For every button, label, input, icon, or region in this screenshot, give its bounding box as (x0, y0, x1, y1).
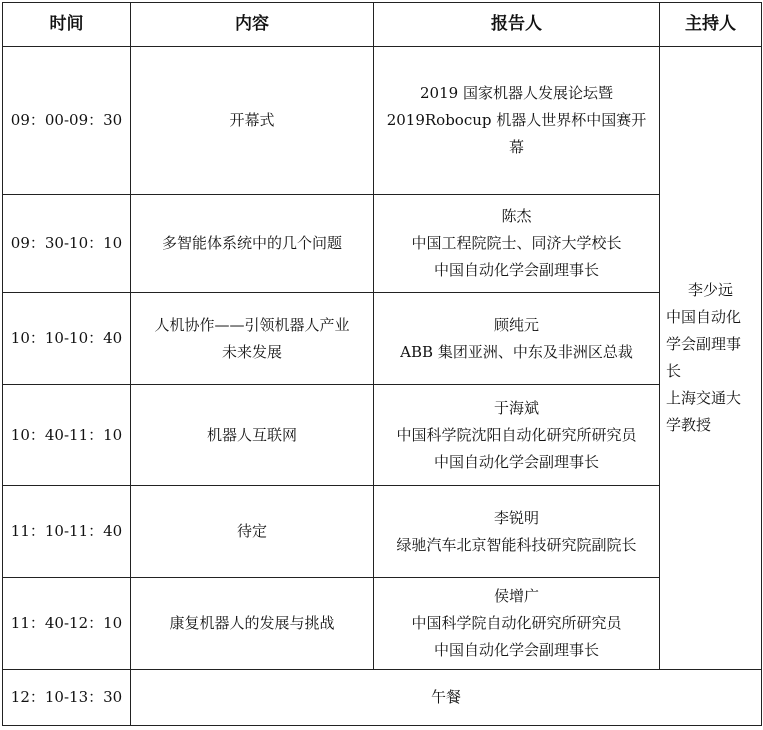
speaker-line: 2019 国家机器人发展论坛暨 (420, 84, 613, 102)
speaker-line: 中国工程院院士、同济大学校长 (411, 234, 622, 252)
table-row (3, 385, 762, 486)
speaker-line: 中国自动化学会副理事长 (433, 261, 599, 279)
speaker-cell (374, 47, 660, 195)
content-line: 机器人互联网 (206, 425, 297, 444)
content-cell (131, 486, 374, 578)
host-cell (660, 47, 762, 670)
schedule-table (2, 2, 762, 726)
speaker-line: 中国自动化学会副理事长 (433, 641, 599, 659)
content-line: 人机协作——引领机器人产业 (154, 315, 350, 334)
time-cell: 11：40-12：10 (3, 578, 131, 670)
content-cell (131, 385, 374, 486)
time-cell: 12：10-13：30 (3, 670, 131, 726)
host-line: 中国自动化 (666, 308, 742, 326)
table-row (3, 293, 762, 385)
speaker-line: ABB 集团亚洲、中东及非洲区总裁 (400, 342, 633, 361)
time-cell: 10：40-11：10 (3, 385, 131, 486)
speaker-cell (374, 195, 660, 293)
speaker-line: 李锐明 (493, 508, 539, 527)
host-line: 学教授 (666, 416, 712, 434)
header-row (3, 3, 762, 47)
speaker-line: 绿驰汽车北京智能科技研究院副院长 (396, 535, 637, 554)
time-cell: 10：10-10：40 (3, 293, 131, 385)
speaker-line: 中国科学院沈阳自动化研究所研究员 (396, 425, 637, 444)
speaker-line: 于海斌 (493, 398, 539, 417)
speaker-cell (374, 385, 660, 486)
header-speaker: 报告人 (374, 3, 660, 47)
speaker-line: 中国自动化学会副理事长 (433, 452, 599, 471)
header-host: 主持人 (660, 3, 762, 47)
speaker-line: 陈杰 (501, 207, 532, 225)
content-cell (131, 578, 374, 670)
content-cell (131, 293, 374, 385)
speaker-line: 2019Robocup 机器人世界杯中国赛开 (386, 111, 647, 129)
content-line: 康复机器人的发展与挑战 (169, 614, 335, 632)
host-line: 上海交通大 (666, 389, 742, 407)
time-cell: 09：30-10：10 (3, 195, 131, 293)
speaker-cell (374, 578, 660, 670)
content-cell (131, 47, 374, 195)
table-row (3, 195, 762, 293)
content-cell (131, 195, 374, 293)
speaker-line: 顾纯元 (493, 315, 539, 334)
speaker-line: 侯增广 (493, 587, 539, 605)
table-row (3, 47, 762, 195)
lunch-cell: 午餐 (131, 670, 762, 726)
table-row (3, 578, 762, 670)
speaker-cell (374, 486, 660, 578)
time-cell: 11：10-11：40 (3, 486, 131, 578)
header-time: 时间 (3, 3, 131, 47)
host-line: 长 (666, 362, 682, 380)
speaker-line: 中国科学院自动化研究所研究员 (411, 614, 622, 632)
lunch-row (3, 670, 762, 726)
content-line: 未来发展 (221, 342, 282, 361)
table-row (3, 486, 762, 578)
content-line: 待定 (236, 522, 267, 540)
content-line: 多智能体系统中的几个问题 (161, 234, 342, 252)
header-content: 内容 (131, 3, 374, 47)
speaker-cell (374, 293, 660, 385)
time-cell: 09：00-09：30 (3, 47, 131, 195)
content-line: 开幕式 (229, 111, 275, 129)
host-line: 学会副理事 (666, 335, 742, 353)
speaker-line: 幕 (508, 138, 524, 156)
host-name: 李少远 (687, 281, 733, 299)
